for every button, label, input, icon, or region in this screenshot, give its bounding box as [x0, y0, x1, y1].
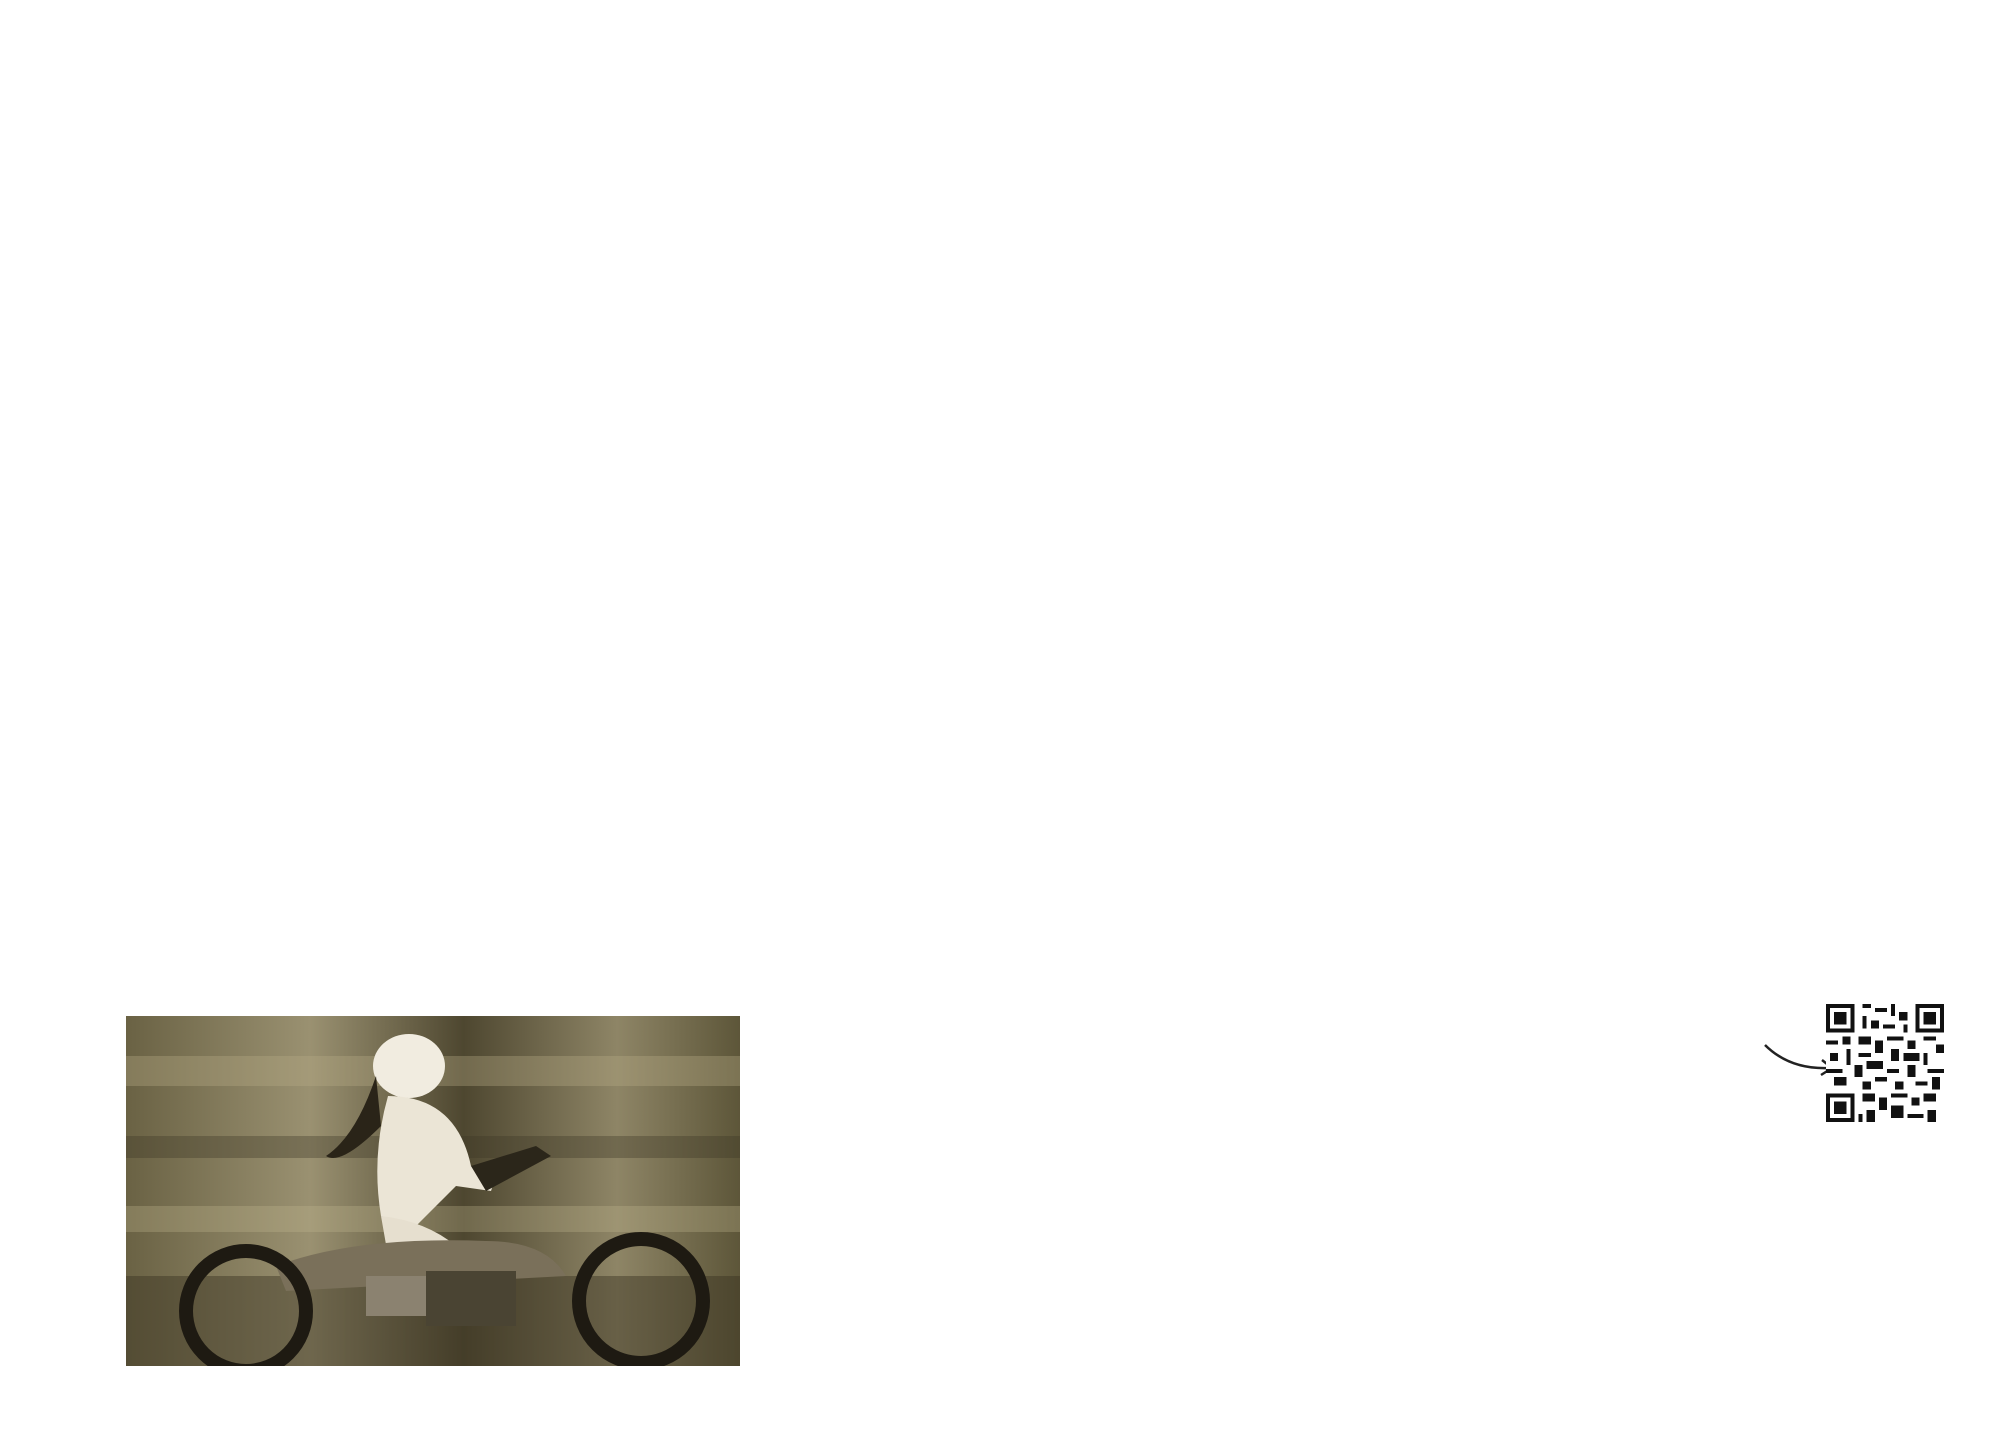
right-page — [1000, 0, 2000, 1455]
qr-code-graphic — [1826, 1004, 1944, 1122]
motorcycle-photo — [126, 1016, 740, 1366]
motorcycle-rider-illustration — [126, 1016, 740, 1366]
qr-code-icon[interactable] — [1826, 1004, 1944, 1122]
